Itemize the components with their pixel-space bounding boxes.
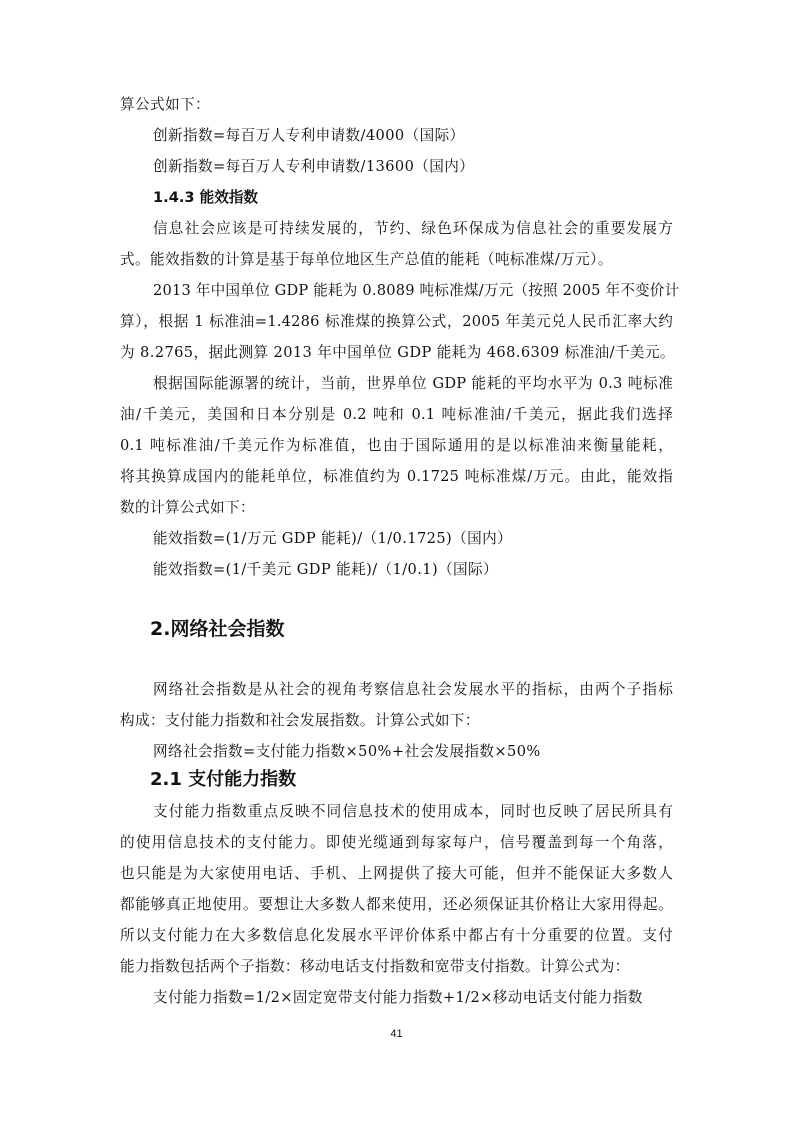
section-heading-2-1: 2.1 支付能力指数: [150, 769, 297, 790]
body-text-line: 网络社会指数是从社会的视角考察信息社会发展水平的指标，由两个子指标: [153, 681, 673, 698]
section-heading-1-4-3: 1.4.3 能效指数: [153, 189, 259, 206]
body-text-line: 0.1 吨标准油/千美元作为标准值，也由于国际通用的是以标准油来衡量能耗，: [120, 437, 673, 454]
body-text-line: 为 8.2765，据此测算 2013 年中国单位 GDP 能耗为 468.6309 标准油/千美元。: [120, 344, 675, 361]
formula-line: 能效指数=(1/千美元 GDP 能耗)/（1/0.1)（国际）: [153, 561, 499, 578]
section-heading-2: 2.网络社会指数: [150, 618, 285, 640]
body-text-line: 所以支付能力在大多数信息化发展水平评价体系中都占有十分重要的位置。支付: [120, 927, 673, 944]
body-text-line: 2013 年中国单位 GDP 能耗为 0.8089 吨标准煤/万元（按照 2005 年不变价计: [153, 282, 680, 299]
body-text-line: 也只能是为大家使用电话、手机、上网提供了接大可能，但并不能保证大多数人: [120, 865, 673, 882]
body-text-line: 根据国际能源署的统计，当前，世界单位 GDP 能耗的平均水平为 0.3 吨标准: [153, 375, 673, 392]
formula-line: 创新指数=每百万人专利申请数/13600（国内）: [153, 158, 475, 175]
formula-line: 支付能力指数=1/2×固定宽带支付能力指数+1/2×移动电话支付能力指数: [153, 989, 643, 1006]
page-number: 41: [390, 1028, 403, 1040]
body-text-line: 数的计算公式如下：: [120, 499, 255, 516]
body-text-line: 算公式如下：: [120, 96, 210, 113]
formula-line: 网络社会指数=支付能力指数×50%+社会发展指数×50%: [153, 743, 541, 760]
formula-line: 创新指数=每百万人专利申请数/4000（国际）: [153, 127, 465, 144]
body-text-line: 支付能力指数重点反映不同信息技术的使用成本，同时也反映了居民所具有: [153, 803, 673, 820]
body-text-line: 信息社会应该是可持续发展的，节约、绿色环保成为信息社会的重要发展方: [153, 220, 673, 237]
body-text-line: 都能够真正地使用。要想让大多数人都来使用，还必须保证其价格让大家用得起。: [120, 896, 673, 913]
body-text-line: 将其换算成国内的能耗单位，标准值约为 0.1725 吨标准煤/万元。由此，能效指: [120, 468, 673, 485]
body-text-line: 油/千美元，美国和日本分别是 0.2 吨和 0.1 吨标准油/千美元，据此我们选择: [120, 406, 673, 423]
body-text-line: 构成：支付能力指数和社会发展指数。计算公式如下：: [120, 712, 480, 729]
formula-line: 能效指数=(1/万元 GDP 能耗)/（1/0.1725)（国内）: [153, 530, 513, 547]
body-text-line: 的使用信息技术的支付能力。即使光缆通到每家每户，信号覆盖到每一个角落，: [120, 834, 673, 851]
body-text-line: 算），根据 1 标准油=1.4286 标准煤的换算公式，2005 年美元兑人民币汇率大约: [120, 313, 673, 330]
body-text-line: 式。能效指数的计算是基于每单位地区生产总值的能耗（吨标准煤/万元）。: [120, 251, 613, 268]
body-text-line: 能力指数包括两个子指数：移动电话支付指数和宽带支付指数。计算公式为：: [120, 958, 630, 975]
